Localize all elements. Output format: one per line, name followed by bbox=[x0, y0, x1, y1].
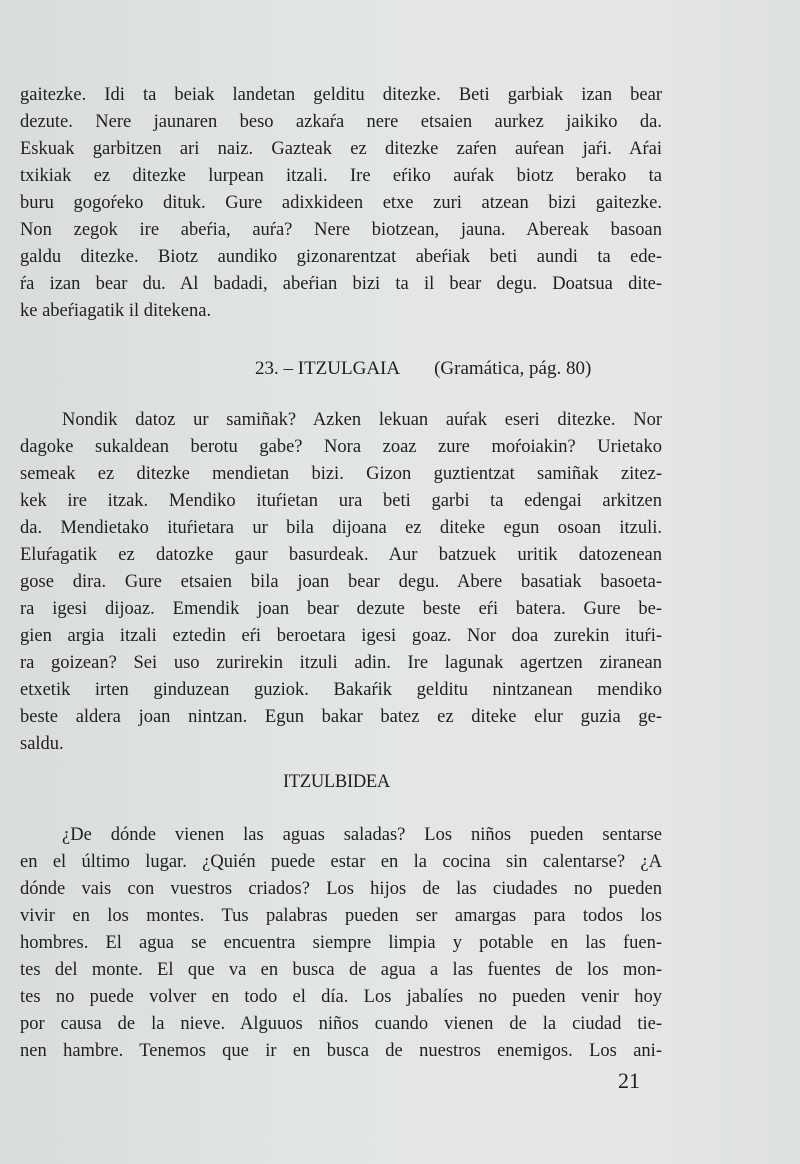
exercise-title: 23. – ITZULGAIA bbox=[255, 358, 401, 379]
text-line: vivir en los montes. Tus palabras pueden ser amargas para todos los bbox=[20, 906, 662, 926]
text-line: gose dira. Gure etsaien bila joan bear degu. Abere basatiak basoeta- bbox=[20, 572, 662, 592]
text-line: ke abeŕiagatik il ditekena. bbox=[20, 301, 212, 321]
translation-heading: ITZULBIDEA bbox=[283, 772, 390, 792]
text-line: ¿De dónde vienen las aguas saladas? Los niños pueden sentarse bbox=[62, 825, 662, 845]
text-line: semeak ez ditezke mendietan bizi. Gizon guztientzat samiñak zitez- bbox=[20, 464, 662, 484]
text-line: tes del monte. El que va en busca de agua a las fuentes de los mon- bbox=[20, 960, 662, 980]
text-line: ra goizean? Sei uso zurirekin itzuli adin. Ire lagunak agertzen ziranean bbox=[20, 653, 662, 673]
text-line: tes no puede volver en todo el día. Los jabalíes no pueden venir hoy bbox=[20, 987, 662, 1007]
grammar-reference: (Gramática, pág. 80) bbox=[434, 358, 592, 379]
paragraph-3 bbox=[20, 822, 662, 1065]
exercise-heading bbox=[255, 358, 591, 380]
text-line: Nondik datoz ur samiñak? Azken lekuan auŕak eseri ditezke. Nor bbox=[62, 410, 662, 430]
text-line: buru gogoŕeko dituk. Gure adixkideen etxe zuri atzean bizi gaitezke. bbox=[20, 193, 662, 213]
text-line: ŕa izan bear du. Al badadi, abeŕian bizi ta il bear degu. Doatsua dite- bbox=[20, 274, 662, 294]
text-line: nen hambre. Tenemos que ir en busca de nuestros enemigos. Los ani- bbox=[20, 1041, 662, 1061]
text-line: da. Mendietako ituŕietara ur bila dijoana ez diteke egun osoan itzuli. bbox=[20, 518, 662, 538]
text-line: Non zegok ire abeŕia, auŕa? Nere biotzean, jauna. Abereak basoan bbox=[20, 220, 662, 240]
paragraph-2 bbox=[20, 407, 662, 758]
text-line: Eskuak garbitzen ari naiz. Gazteak ez ditezke zaŕen auŕean jaŕi. Aŕai bbox=[20, 139, 662, 159]
text-line: hombres. El agua se encuentra siempre limpia y potable en las fuen- bbox=[20, 933, 662, 953]
page-number: 21 bbox=[618, 1068, 640, 1093]
text-line: Eluŕagatik ez datozke gaur basurdeak. Aur batzuek uritik datozenean bbox=[20, 545, 662, 565]
paragraph-1 bbox=[20, 82, 662, 325]
text-line: dagoke sukaldean berotu gabe? Nora zoaz zure moŕoiakin? Urietako bbox=[20, 437, 662, 457]
text-line: dónde vais con vuestros criados? Los hijos de las ciudades no pueden bbox=[20, 879, 662, 899]
text-line: galdu ditezke. Biotz aundiko gizonarentzat abeŕiak beti aundi ta ede- bbox=[20, 247, 662, 267]
text-line: en el último lugar. ¿Quién puede estar en la cocina sin calentarse? ¿A bbox=[20, 852, 662, 872]
text-line: etxetik irten ginduzean guziok. Bakaŕik gelditu nintzanean mendiko bbox=[20, 680, 662, 700]
text-line: txikiak ez ditezke lurpean itzali. Ire eŕiko auŕak biotz berako ta bbox=[20, 166, 662, 186]
text-line: ra igesi dijoaz. Emendik joan bear dezute beste eŕi batera. Gure be- bbox=[20, 599, 662, 619]
text-line: por causa de la nieve. Alguuos niños cuando vienen de la ciudad tie- bbox=[20, 1014, 662, 1034]
text-line: dezute. Nere jaunaren beso azkaŕa nere etsaien aurkez jaikiko da. bbox=[20, 112, 662, 132]
text-line: gaitezke. Idi ta beiak landetan gelditu ditezke. Beti garbiak izan bear bbox=[20, 85, 662, 105]
text-line: kek ire itzak. Mendiko ituŕietan ura beti garbi ta edengai arkitzen bbox=[20, 491, 662, 511]
text-line: gien argia itzali eztedin eŕi beroetara igesi goaz. Nor doa zurekin ituŕi- bbox=[20, 626, 662, 646]
text-line: saldu. bbox=[20, 734, 64, 754]
text-line: beste aldera joan nintzan. Egun bakar batez ez diteke elur guzia ge- bbox=[20, 707, 662, 727]
